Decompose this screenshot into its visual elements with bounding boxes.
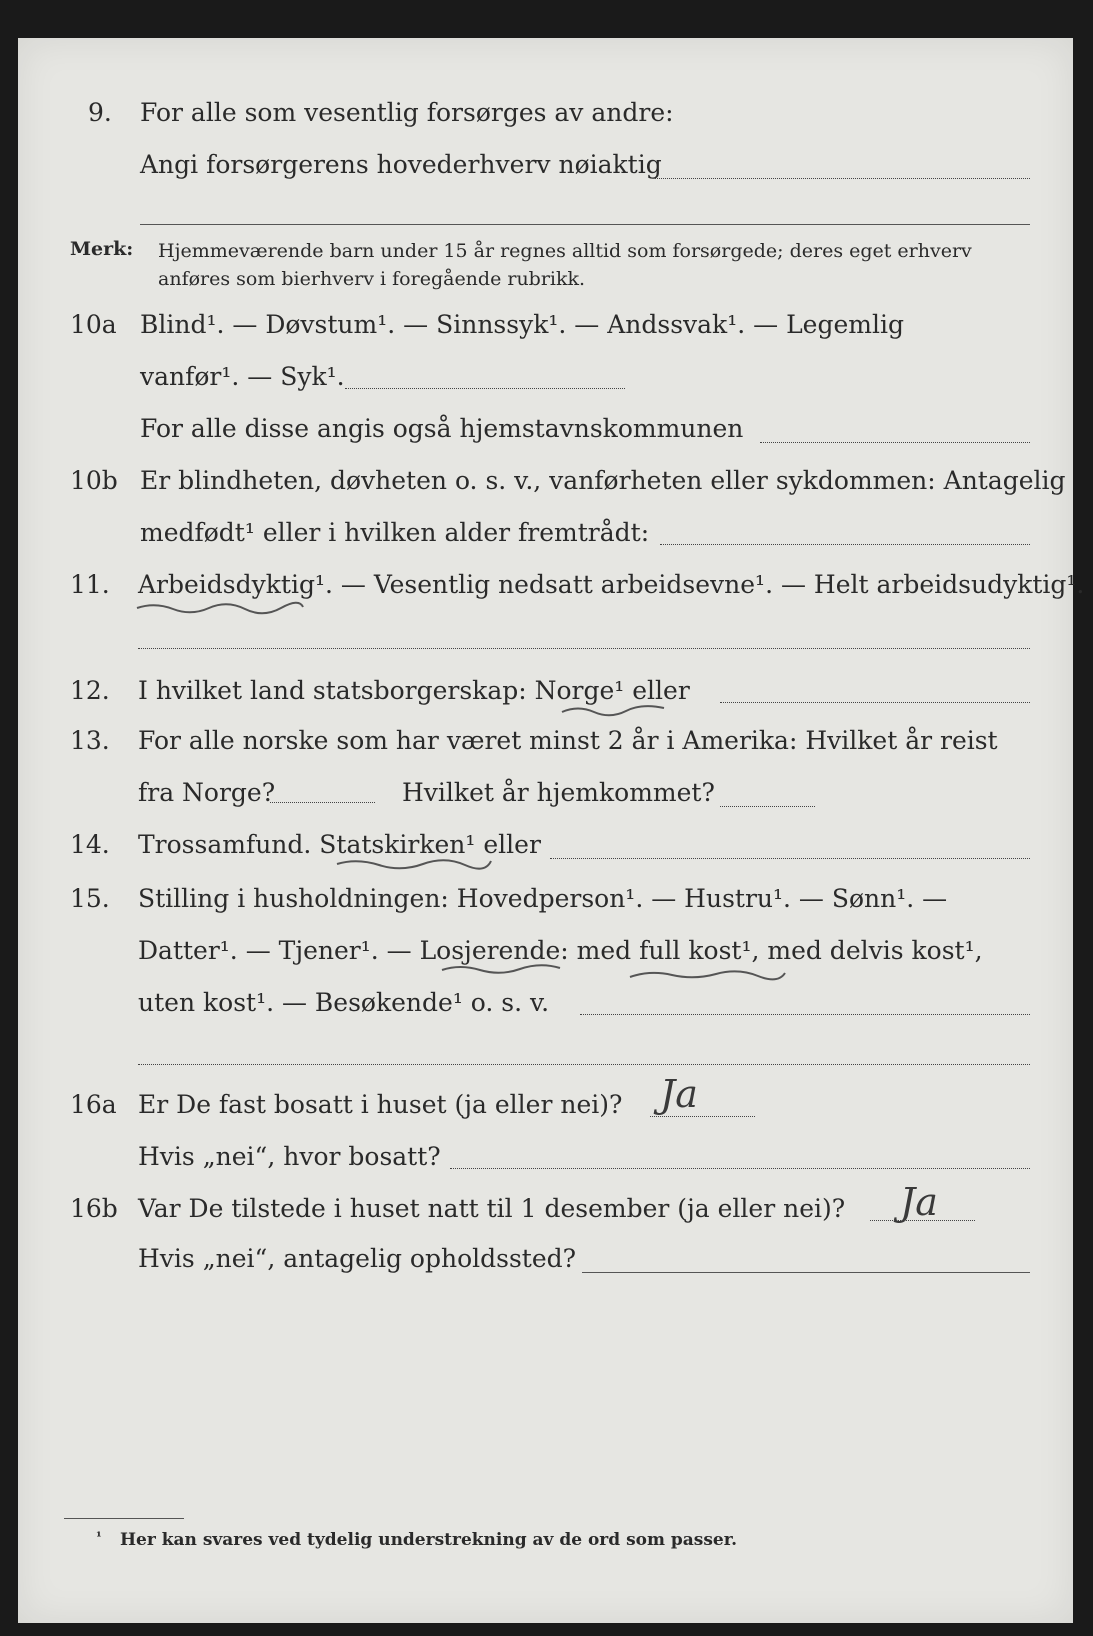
q9-answer-line[interactable]	[655, 178, 1030, 179]
note-label: Merk:	[70, 238, 134, 260]
q16b-line2: Hvis „nei“, antagelig opholdssted?	[138, 1244, 577, 1273]
q16b-location-answer-line[interactable]	[582, 1272, 1030, 1273]
q16b-answer-line[interactable]	[870, 1220, 975, 1221]
footnote-mark: ¹	[96, 1530, 102, 1545]
q16a-number: 16a	[70, 1090, 117, 1119]
q15-answer-line[interactable]	[580, 1014, 1030, 1015]
q11-handwritten-underline	[135, 600, 305, 618]
q16a-residence-answer-line[interactable]	[450, 1168, 1030, 1169]
q10b-line1: Er blindheten, døvheten o. s. v., vanførheten eller sykdommen: Antagelig	[140, 466, 1066, 495]
q11-line1: Arbeidsdyktig¹. — Vesentlig nedsatt arbeidsevne¹. — Helt arbeidsudyktig¹.	[138, 570, 1085, 599]
q12-handwritten-underline	[560, 702, 670, 720]
q9-line1: For alle som vesentlig forsørges av andre:	[140, 98, 674, 127]
q16a-handwritten-answer: Ja	[660, 1072, 698, 1116]
q10b-answer-line[interactable]	[660, 544, 1030, 545]
q13-return-answer-line[interactable]	[720, 806, 815, 807]
q11-number: 11.	[70, 570, 110, 599]
q16a-answer-line[interactable]	[650, 1116, 755, 1117]
q14-answer-line[interactable]	[550, 858, 1030, 859]
q10a-answer-line[interactable]	[345, 388, 625, 389]
q15-answer-line-2[interactable]	[138, 1064, 1030, 1065]
q15-line3: uten kost¹. — Besøkende¹ o. s. v.	[138, 988, 550, 1017]
q13-number: 13.	[70, 726, 110, 755]
q14-handwritten-underline	[335, 856, 495, 874]
q9-number: 9.	[88, 98, 112, 127]
q13-line1: For alle norske som har været minst 2 år i Amerika: Hvilket år reist	[138, 726, 998, 755]
q9-line2: Angi forsørgerens hovederhverv nøiaktig	[140, 150, 662, 179]
q10a-number: 10a	[70, 310, 117, 339]
q13-line2b: Hvilket år hjemkommet?	[402, 778, 715, 807]
q14-number: 14.	[70, 830, 110, 859]
q10a-line3: For alle disse angis også hjemstavnskommunen	[140, 414, 744, 443]
q12-answer-line[interactable]	[720, 702, 1030, 703]
q13-departure-answer-line[interactable]	[270, 802, 375, 803]
note-line1: Hjemmeværende barn under 15 år regnes alltid som forsørgede; deres eget erhverv	[158, 240, 972, 262]
q15-number: 15.	[70, 884, 110, 913]
q12-line1: I hvilket land statsborgerskap: Norge¹ eller	[138, 676, 690, 705]
q16a-line1: Er De fast bosatt i huset (ja eller nei)?	[138, 1090, 623, 1119]
q16a-line2: Hvis „nei“, hvor bosatt?	[138, 1142, 441, 1171]
footnote-text: Her kan svares ved tydelig understrekning av de ord som passer.	[120, 1530, 738, 1550]
q13-line2a: fra Norge?	[138, 778, 276, 807]
q16b-handwritten-answer: Ja	[900, 1180, 938, 1224]
q16b-line1: Var De tilstede i huset natt til 1 desember (ja eller nei)?	[138, 1194, 846, 1223]
q15-handwritten-underline	[440, 962, 790, 986]
q10b-number: 10b	[70, 466, 118, 495]
q14-line1: Trossamfund. Statskirken¹ eller	[138, 830, 541, 859]
q10a-home-answer-line[interactable]	[760, 442, 1030, 443]
q10a-line2: vanfør¹. — Syk¹.	[140, 362, 345, 391]
q11-answer-line[interactable]	[138, 648, 1030, 649]
q9-answer-line-2[interactable]	[140, 224, 1030, 225]
q10b-line2: medfødt¹ eller i hvilken alder fremtrådt:	[140, 518, 650, 547]
q12-number: 12.	[70, 676, 110, 705]
q15-line2: Datter¹. — Tjener¹. — Losjerende: med full kost¹, med delvis kost¹,	[138, 936, 983, 965]
q16b-number: 16b	[70, 1194, 118, 1223]
footnote-divider	[64, 1518, 184, 1519]
q10a-line1: Blind¹. — Døvstum¹. — Sinnssyk¹. — Andssvak¹. — Legemlig	[140, 310, 904, 339]
q15-line1: Stilling i husholdningen: Hovedperson¹. — Hustru¹. — Sønn¹. —	[138, 884, 948, 913]
note-line2: anføres som bierhverv i foregående rubrikk.	[158, 268, 586, 290]
